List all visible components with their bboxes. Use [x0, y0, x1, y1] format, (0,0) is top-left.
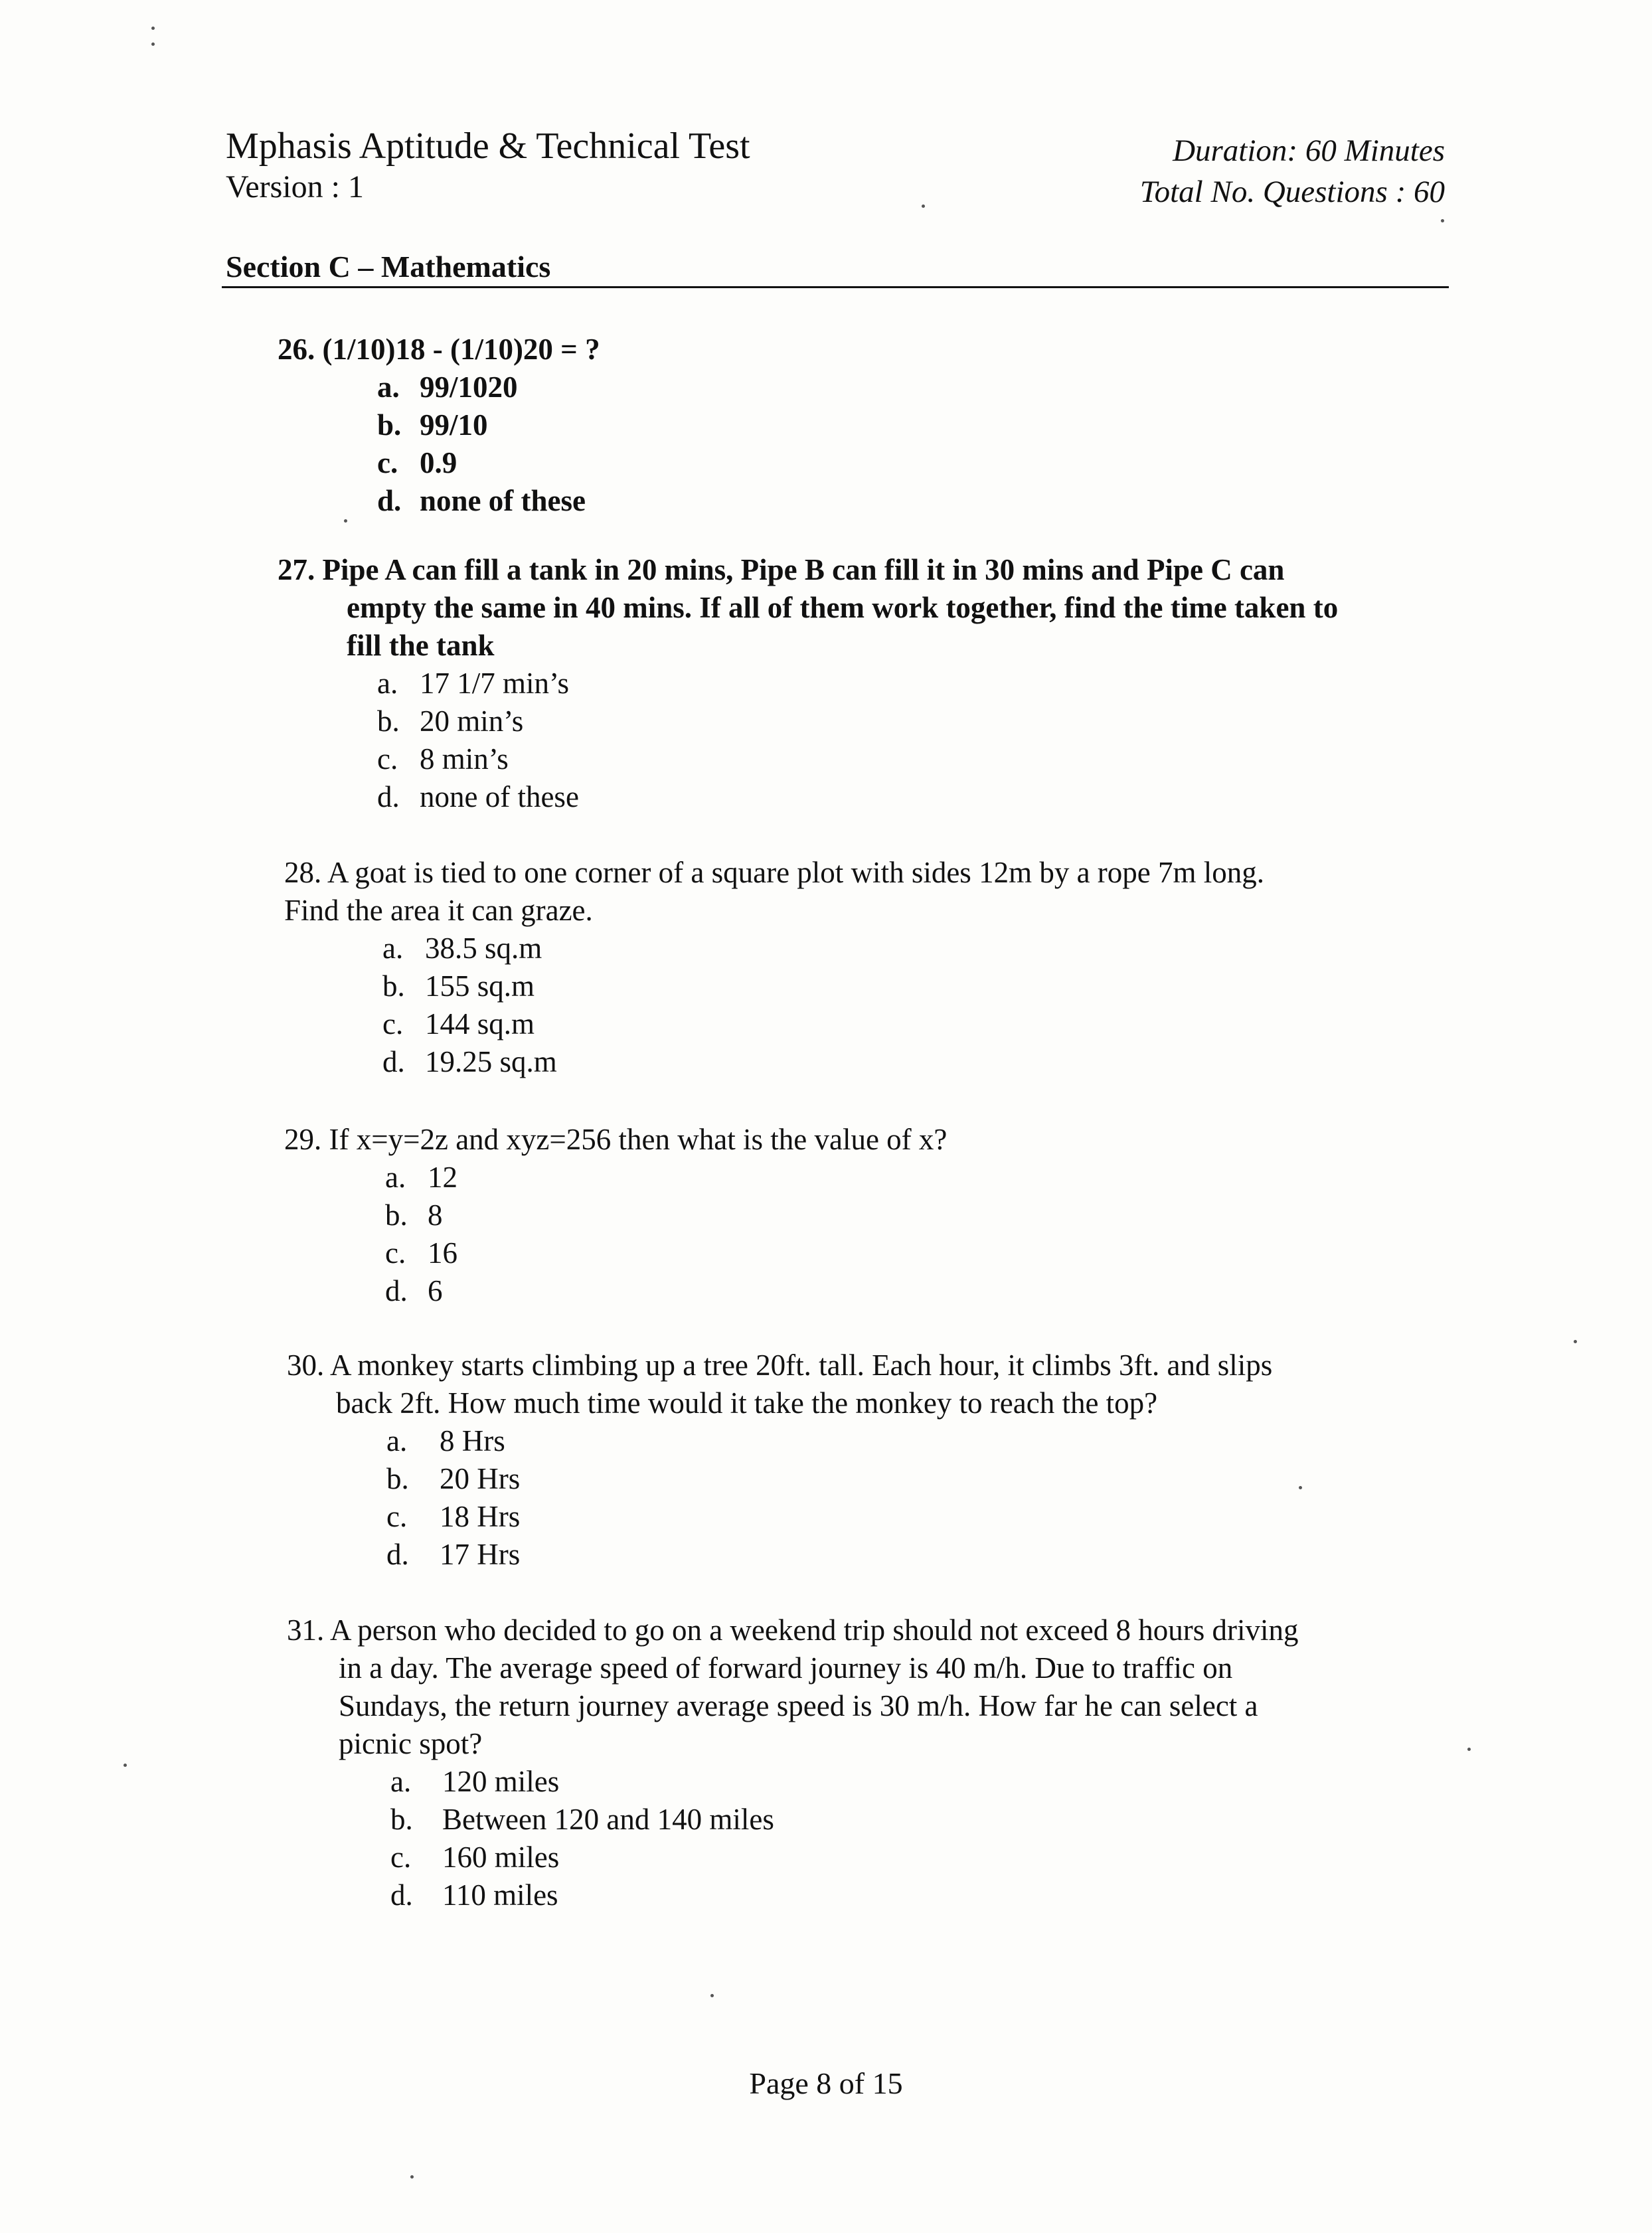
total-questions-label: Total No. Questions : 60 — [1139, 175, 1445, 209]
option-text: 8 min’s — [420, 742, 509, 776]
question-number: 30. — [287, 1349, 325, 1382]
question-30 — [287, 1347, 1272, 1574]
question-27 — [278, 551, 1338, 816]
option-a — [377, 665, 1338, 703]
question-line: fill the tank — [347, 629, 495, 662]
question-text — [287, 1347, 1272, 1422]
option-letter: a. — [386, 1424, 408, 1457]
option-c — [390, 1839, 1455, 1876]
question-number: 29. — [284, 1123, 322, 1156]
scan-speck — [124, 1764, 127, 1767]
header-right — [1140, 130, 1445, 212]
question-text — [278, 331, 600, 369]
option-text: none of these — [420, 780, 579, 813]
question-29 — [284, 1121, 947, 1310]
question-26 — [278, 331, 600, 520]
scan-speck — [344, 519, 347, 523]
option-letter: c. — [386, 1500, 408, 1533]
question-line: picnic spot? — [339, 1727, 483, 1760]
option-letter: b. — [382, 969, 405, 1003]
option-letter: a. — [385, 1161, 406, 1194]
option-list — [390, 1763, 1455, 1914]
option-text: 8 Hrs — [440, 1424, 505, 1457]
scan-speck — [1467, 1748, 1471, 1751]
option-c — [377, 444, 600, 482]
version-label: Version : 1 — [226, 169, 364, 205]
option-a — [385, 1159, 947, 1197]
option-letter: a. — [377, 371, 400, 404]
option-a — [377, 369, 600, 406]
option-a — [382, 930, 1264, 967]
option-d — [385, 1272, 947, 1310]
option-d — [377, 778, 1338, 816]
option-a — [386, 1422, 1272, 1460]
question-line: Pipe A can fill a tank in 20 mins, Pipe B can fill it in 30 mins and Pipe C can — [322, 553, 1285, 586]
option-letter: c. — [385, 1236, 406, 1270]
option-letter: b. — [377, 704, 400, 738]
option-text: 155 sq.m — [425, 969, 535, 1003]
option-letter: d. — [382, 1045, 405, 1078]
section-title: Section C – Mathematics — [226, 250, 551, 284]
scan-speck — [151, 27, 155, 30]
option-text: 6 — [428, 1274, 443, 1307]
option-text: 19.25 sq.m — [425, 1045, 557, 1078]
option-letter: d. — [377, 780, 400, 813]
scan-speck — [710, 1994, 714, 1997]
option-list — [377, 665, 1338, 816]
option-d — [386, 1536, 1272, 1574]
option-text: Between 120 and 140 miles — [442, 1803, 774, 1836]
option-letter: a. — [390, 1765, 412, 1798]
option-text: 8 — [428, 1199, 443, 1232]
page-number: Page 8 of 15 — [749, 2066, 903, 2100]
option-text: 120 miles — [442, 1765, 560, 1798]
question-line: A monkey starts climbing up a tree 20ft. tall. Each hour, it climbs 3ft. and slips — [330, 1349, 1273, 1382]
option-d — [377, 482, 600, 520]
option-letter: d. — [377, 484, 402, 517]
question-text — [287, 1612, 1455, 1763]
option-letter: b. — [390, 1803, 413, 1836]
option-text: 12 — [428, 1161, 457, 1194]
option-c — [377, 740, 1338, 778]
option-d — [382, 1043, 1264, 1081]
test-title: Mphasis Aptitude & Technical Test — [226, 125, 750, 167]
option-letter: b. — [386, 1462, 409, 1495]
option-a — [390, 1763, 1455, 1801]
question-line: in a day. The average speed of forward journey is 40 m/h. Due to traffic on — [339, 1651, 1233, 1685]
option-b — [386, 1460, 1272, 1498]
option-text: 18 Hrs — [440, 1500, 521, 1533]
option-letter: c. — [390, 1841, 412, 1874]
question-line: A person who decided to go on a weekend trip should not exceed 8 hours driving — [330, 1613, 1299, 1647]
option-letter: c. — [377, 446, 398, 479]
scan-speck — [151, 42, 155, 46]
question-28 — [284, 854, 1264, 1081]
option-text: 20 min’s — [420, 704, 524, 738]
option-b — [377, 703, 1338, 740]
option-letter: d. — [386, 1538, 409, 1571]
option-text: 38.5 sq.m — [425, 932, 542, 965]
question-line: (1/10)18 - (1/10)20 = ? — [322, 333, 600, 366]
option-letter: b. — [377, 408, 402, 442]
section-divider — [222, 286, 1449, 288]
option-text: 160 miles — [442, 1841, 560, 1874]
option-letter: b. — [385, 1199, 408, 1232]
option-text: 20 Hrs — [440, 1462, 521, 1495]
question-line: back 2ft. How much time would it take the monkey to reach the top? — [336, 1386, 1158, 1420]
question-line: Sundays, the return journey average speed is 30 m/h. How far he can select a — [339, 1689, 1258, 1722]
option-letter: a. — [377, 667, 398, 700]
option-text: 0.9 — [420, 446, 457, 479]
scan-speck — [1574, 1340, 1577, 1343]
duration-label: Duration: 60 Minutes — [1173, 133, 1445, 168]
scan-speck — [922, 205, 925, 208]
option-text: 17 Hrs — [440, 1538, 521, 1571]
question-text — [284, 1121, 947, 1159]
option-list — [382, 930, 1264, 1081]
question-number: 28. — [284, 856, 322, 889]
question-text — [284, 854, 1264, 930]
question-line: If x=y=2z and xyz=256 then what is the value of x? — [329, 1123, 948, 1156]
option-b — [390, 1801, 1455, 1839]
option-c — [385, 1234, 947, 1272]
question-number: 27. — [278, 553, 315, 586]
option-letter: a. — [382, 932, 404, 965]
option-text: 16 — [428, 1236, 457, 1270]
option-letter: d. — [385, 1274, 408, 1307]
option-c — [386, 1498, 1272, 1536]
option-letter: c. — [377, 742, 398, 776]
question-31 — [287, 1612, 1455, 1914]
option-b — [382, 967, 1264, 1005]
scan-speck — [410, 2175, 414, 2179]
question-number: 26. — [278, 333, 315, 366]
question-line: empty the same in 40 mins. If all of them work together, find the time taken to — [347, 591, 1339, 624]
option-text: 99/1020 — [420, 371, 518, 404]
question-text — [278, 551, 1338, 665]
option-list — [385, 1159, 947, 1310]
question-line: Find the area it can graze. — [284, 894, 593, 927]
option-text: none of these — [420, 484, 586, 517]
option-c — [382, 1005, 1264, 1043]
scan-speck — [1441, 219, 1444, 222]
option-b — [385, 1197, 947, 1234]
option-d — [390, 1876, 1455, 1914]
option-text: 144 sq.m — [425, 1007, 535, 1040]
option-text: 17 1/7 min’s — [420, 667, 570, 700]
option-list — [386, 1422, 1272, 1574]
question-number: 31. — [287, 1613, 325, 1647]
option-letter: d. — [390, 1878, 413, 1912]
option-list — [377, 369, 600, 520]
option-b — [377, 406, 600, 444]
option-text: 110 miles — [442, 1878, 558, 1912]
option-text: 99/10 — [420, 408, 488, 442]
scan-speck — [1299, 1486, 1302, 1489]
question-line: A goat is tied to one corner of a square plot with sides 12m by a rope 7m long. — [327, 856, 1265, 889]
header-left — [226, 125, 750, 207]
option-letter: c. — [382, 1007, 404, 1040]
